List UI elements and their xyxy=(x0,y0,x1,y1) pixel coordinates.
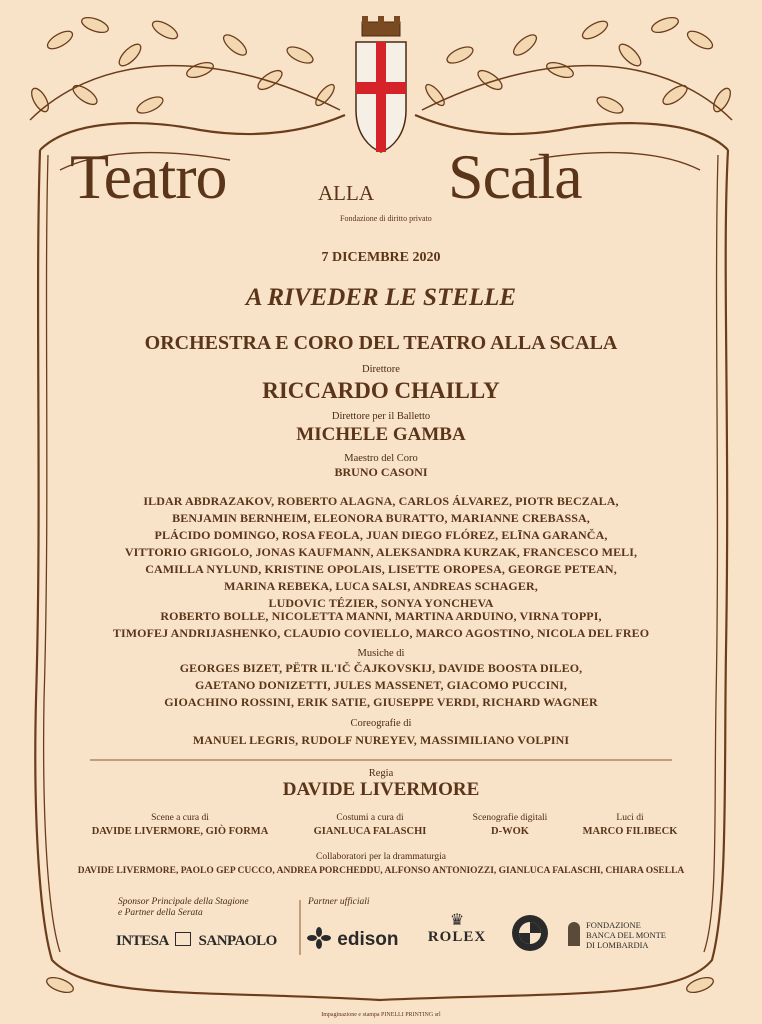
composers-list xyxy=(0,660,762,711)
edison-logo xyxy=(306,926,399,951)
crew-role: Costumi a cura di xyxy=(336,813,404,823)
intesa-sanpaolo-logo xyxy=(116,932,277,950)
printer-credit: Impaginazione e stampa PINELLI PRINTING srl xyxy=(321,1012,441,1018)
director-name: RICCARDO CHAILLY xyxy=(262,378,500,403)
rolex-text: ROLEX xyxy=(427,929,487,945)
fondazione-line: DI LOMBARDIA xyxy=(586,940,649,950)
singers-line: PLÁCIDO DOMINGO, ROSA FEOLA, JUAN DIEGO FLÓREZ, ELĪNA GARANČA, xyxy=(154,528,608,542)
chorus-master-name: BRUNO CASONI xyxy=(334,465,428,479)
dancers-line: TIMOFEJ ANDRIJASHENKO, CLAUDIO COVIELLO, MARCO AGOSTINO, NICOLA DEL FREO xyxy=(112,626,650,640)
crew-costumes xyxy=(290,813,450,837)
singers-list xyxy=(0,493,762,612)
sanpaolo-text: SANPAOLO xyxy=(198,933,277,949)
crew-lighting xyxy=(565,813,695,837)
title-alla: alla xyxy=(318,174,374,207)
dramaturgy-names: DAVIDE LIVERMORE, PAOLO GEP CUCCO, ANDREA PORCHEDDU, ALFONSO ANTONIOZZI, GIANLUCA FALASCHI, CHIARA OSELLA xyxy=(77,866,685,876)
crew-name: MARCO FILIBECK xyxy=(582,826,678,837)
crew-scene xyxy=(80,813,280,837)
singers-line: CAMILLA NYLUND, KRISTINE OPOLAIS, LISETTE OROPESA, GEORGE PETEAN, xyxy=(145,562,617,576)
choreographers: MANUEL LEGRIS, RUDOLF NUREYEV, MASSIMILIANO VOLPINI xyxy=(192,733,570,747)
composers-line: GIOACHINO ROSSINI, ERIK SATIE, GIUSEPPE VERDI, RICHARD WAGNER xyxy=(164,695,598,709)
crew-name: GIANLUCA FALASCHI xyxy=(313,826,427,837)
main-sponsor-label-line: Sponsor Principale della Stagione xyxy=(118,897,249,907)
music-label: Musiche di xyxy=(357,648,405,659)
crew-role: Luci di xyxy=(616,813,644,823)
bmw-logo xyxy=(511,914,549,957)
dramaturgy-label: Collaboratori per la drammaturgia xyxy=(316,852,446,862)
singers-line: VITTORIO GRIGOLO, JONAS KAUFMANN, ALEKSANDRA KURZAK, FRANCESCO MELI, xyxy=(124,545,638,559)
ballet-director-label: Direttore per il Balletto xyxy=(331,411,431,422)
intesa-emblem-icon xyxy=(175,932,191,946)
singers-line: BENJAMIN BERNHEIM, ELEONORA BURATTO, MARIANNE CREBASSA, xyxy=(172,511,590,525)
bmw-roundel-icon xyxy=(511,914,549,952)
rolex-logo xyxy=(425,913,489,946)
composers-line: GAETANO DONIZETTI, JULES MASSENET, GIACOMO PUCCINI, xyxy=(194,678,568,692)
fondazione-emblem-icon xyxy=(568,922,580,946)
crew-role: Scene a cura di xyxy=(151,813,209,823)
fondazione-line: FONDAZIONE xyxy=(586,920,641,930)
title-teatro: Teatro xyxy=(70,141,227,212)
intesa-text: INTESA xyxy=(116,933,169,949)
fondazione-line: BANCA DEL MONTE xyxy=(586,930,666,940)
partners-label: Partner ufficiali xyxy=(308,897,370,907)
stage-director-name: DAVIDE LIVERMORE xyxy=(282,779,480,800)
crown-icon: ♛ xyxy=(449,912,465,929)
main-sponsor-label-line: e Partner della Serata xyxy=(118,908,203,918)
director-label: Direttore xyxy=(362,364,400,375)
crew-role: Scenografie digitali xyxy=(472,813,548,823)
ballet-director-name: MICHELE GAMBA xyxy=(296,424,466,445)
crew-name: DAVIDE LIVERMORE, GIÒ FORMA xyxy=(91,826,269,837)
subtitle: Fondazione di diritto privato xyxy=(340,214,432,223)
main-sponsor-label xyxy=(118,897,249,919)
dancers-list xyxy=(0,608,762,642)
singers-line: LUDOVIC TÉZIER, SONYA YONCHEVA xyxy=(268,596,494,610)
title-scala: Scala xyxy=(448,141,582,212)
singers-line: MARINA REBEKA, LUCA SALSI, ANDREAS SCHAGER, xyxy=(224,579,538,593)
edison-flower-icon xyxy=(306,926,332,950)
chorus-master-label: Maestro del Coro xyxy=(344,453,418,464)
composers-line: GEORGES BIZET, PËTR IL'IČ ČAJKOVSKIJ, DAVIDE BOOSTA DILEO, xyxy=(179,661,583,675)
theatre-title xyxy=(0,140,762,230)
event-date: 7 DICEMBRE 2020 xyxy=(321,250,441,265)
singers-line: ILDAR ABDRAZAKOV, ROBERTO ALAGNA, CARLOS ÁLVAREZ, PIOTR BECZALA, xyxy=(143,494,619,508)
ensemble-name: ORCHESTRA E CORO DEL TEATRO ALLA SCALA xyxy=(144,332,618,354)
fondazione-logo xyxy=(568,920,666,950)
crew-digital-sets xyxy=(455,813,565,837)
crest-icon xyxy=(356,16,406,152)
choreography-label: Coreografie di xyxy=(350,718,412,729)
event-title: A RIVEDER LE STELLE xyxy=(245,284,517,311)
crew-name: D-WOK xyxy=(491,826,529,837)
direction-label: Regia xyxy=(368,768,394,779)
dancers-line: ROBERTO BOLLE, NICOLETTA MANNI, MARTINA ARDUINO, VIRNA TOPPI, xyxy=(160,609,602,623)
edison-text: edison xyxy=(337,929,399,950)
